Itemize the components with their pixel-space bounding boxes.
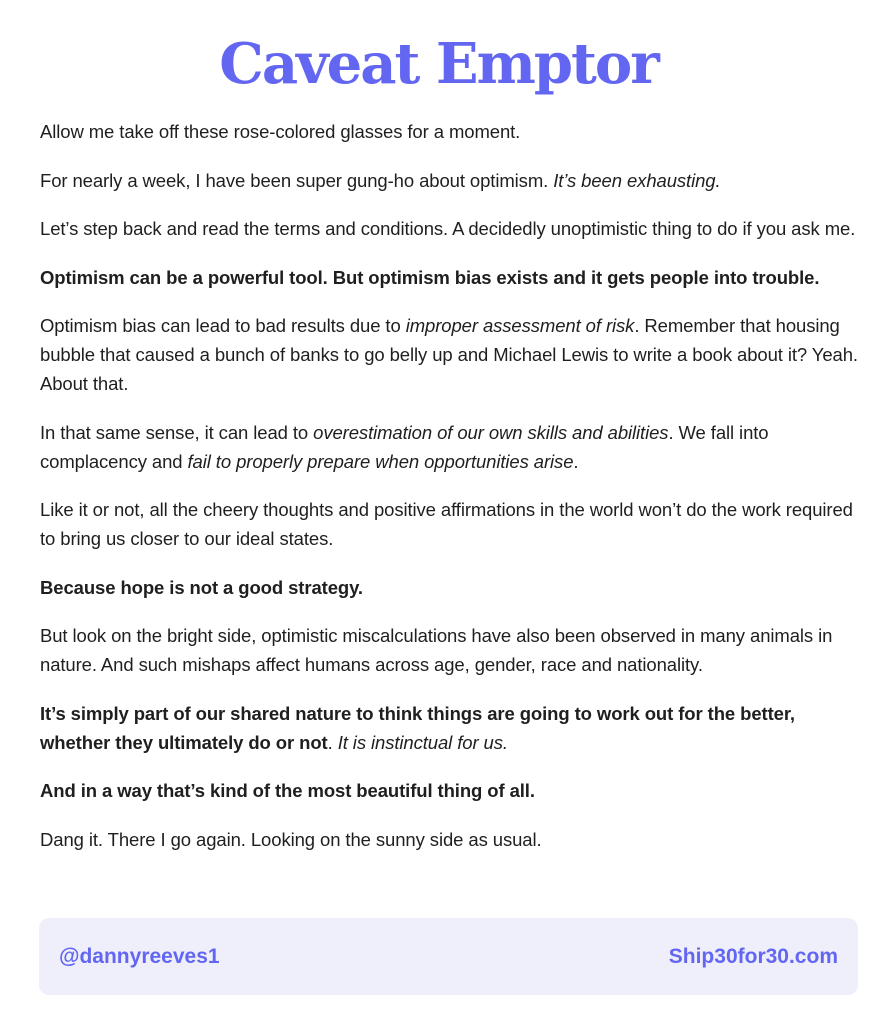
paragraph-risk-text-2: . Remember that housing bubble that caused a bunch of banks to go belly up and Michael Lewis to write a book about it? Yeah. About that. <box>40 315 858 394</box>
paragraph-shared-nature <box>40 699 862 757</box>
paragraph-overestimation-emphasis-2: fail to properly prepare when opportunities arise <box>187 450 574 472</box>
paragraph-beautiful-bold <box>40 776 862 805</box>
paragraph-risk <box>40 311 862 398</box>
paragraph-terms: Let’s step back and read the terms and conditions. A decidedly unoptimistic thing to do if you ask me. <box>40 218 856 239</box>
paragraph-animals: But look on the bright side, optimistic miscalculations have also been observed in many animals in nature. And such mishaps affect humans across age, gender, race and nationality. <box>40 625 833 675</box>
paragraph-intro: Allow me take off these rose-colored glasses for a moment. <box>40 121 521 142</box>
paragraph-shared-nature-emphasis: It is instinctual for us. <box>337 731 508 753</box>
paragraph-bias-bold-text: Optimism can be a powerful tool. But optimism bias exists and it gets people into trouble. <box>40 266 820 288</box>
paragraph-beautiful-bold-text: And in a way that’s kind of the most beautiful thing of all. <box>40 780 535 801</box>
paragraph-hope-bold-text: Because hope is not a good strategy. <box>40 576 363 598</box>
article-body <box>40 117 862 873</box>
author-handle: @dannyreeves1 <box>59 944 220 968</box>
site-link: Ship30for30.com <box>668 944 838 968</box>
paragraph-overestimation <box>40 418 862 476</box>
paragraph-risk-emphasis: improper assessment of risk <box>405 315 635 336</box>
paragraph-shared-nature-bold: It’s simply part of our shared nature to think things are going to work out for the better, whether they ultimately do or not <box>40 702 795 753</box>
paragraph-shared-nature-sep: . <box>327 731 338 753</box>
paragraph-overestimation-text-2: . We fall into complacency and <box>40 421 769 472</box>
paragraph-risk-text-1: Optimism bias can lead to bad results due to <box>40 315 406 336</box>
paragraph-gung-ho-emphasis: It’s been exhausting. <box>553 169 721 191</box>
paragraph-affirmations: Like it or not, all the cheery thoughts and positive affirmations in the world won’t do the work required to bring us closer to our ideal states. <box>40 499 853 549</box>
paragraph-closing: Dang it. There I go again. Looking on the sunny side as usual. <box>40 828 542 850</box>
paragraph-overestimation-text-3: . <box>573 450 579 472</box>
paragraph-bias-bold <box>40 263 862 292</box>
paragraph-overestimation-text-1: In that same sense, it can lead to <box>40 421 314 443</box>
paragraph-gung-ho-text: For nearly a week, I have been super gung-ho about optimism. <box>40 169 554 191</box>
paragraph-overestimation-emphasis-1: overestimation of our own skills and abilities <box>313 421 669 443</box>
paragraph-hope-bold <box>40 573 862 602</box>
footer-bar <box>39 918 858 995</box>
paragraph-gung-ho <box>40 166 862 195</box>
page-title: Caveat Emptor <box>219 31 658 97</box>
